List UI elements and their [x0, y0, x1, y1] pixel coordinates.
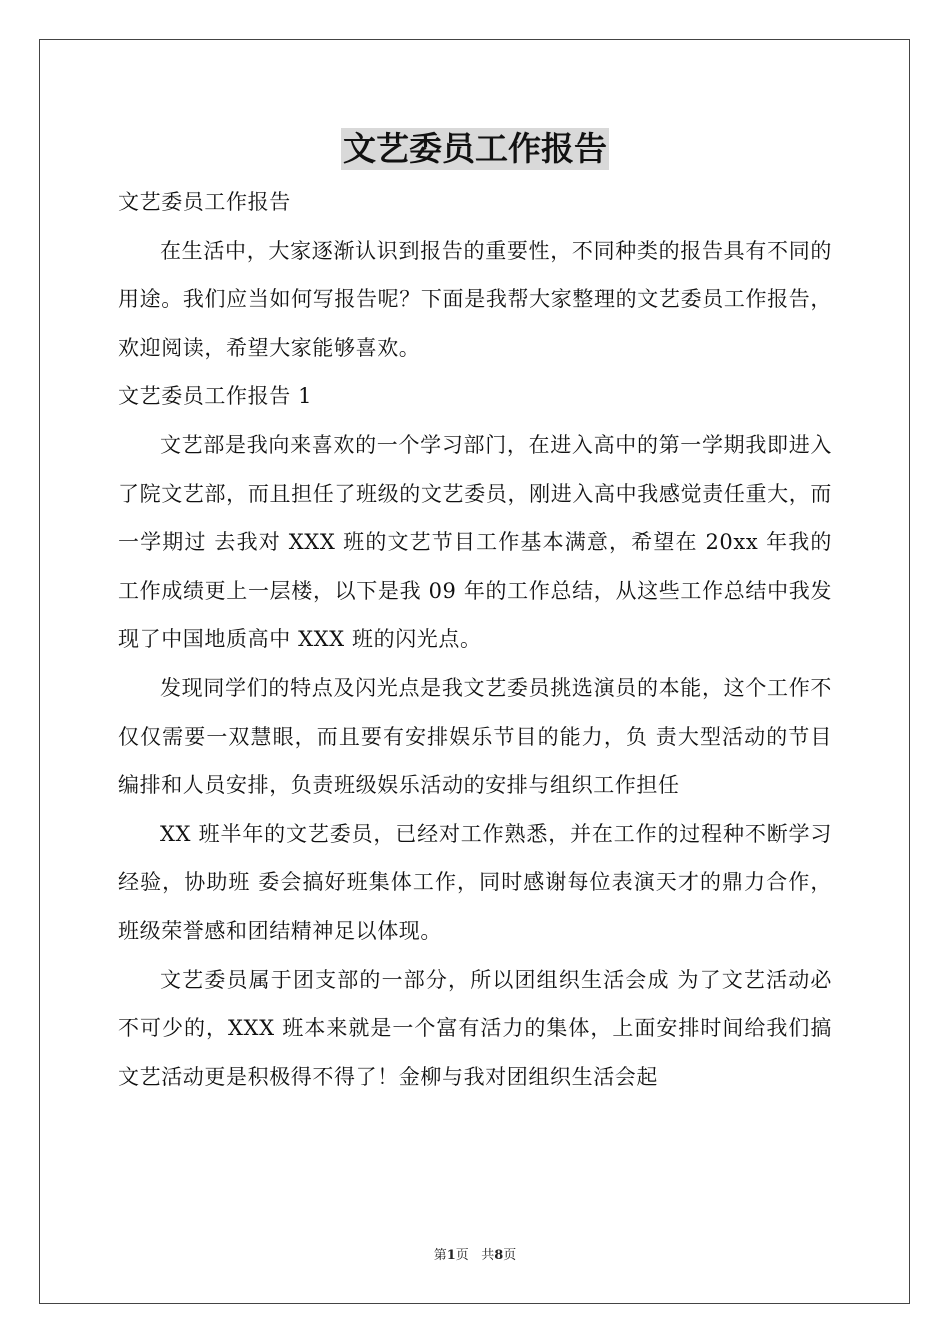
- page-prefix: 第: [433, 1248, 447, 1263]
- total-unit: 页: [503, 1248, 517, 1263]
- page-unit: 页: [455, 1248, 469, 1263]
- page-footer: [0, 1244, 950, 1263]
- current-page-number: 1: [446, 1248, 456, 1263]
- body-paragraph: XX 班半年的文艺委员，已经对工作熟悉，并在工作的过程种不断学习经验，协助班 委会搞好班集体工作，同时感谢每位表演天才的鼎力合作，班级荣誉感和团结精神足以体现。: [118, 821, 832, 943]
- title-area: [0, 128, 950, 170]
- document-body: [118, 178, 832, 1101]
- body-paragraph: 文艺委员属于团支部的一部分，所以团组织生活会成 为了文艺活动必不可少的，XXX 班本来就是一个富有活力的集体，上面安排时间给我们搞文艺活动更是积极得不得了！金柳与我对团组织生活会起: [118, 967, 832, 1089]
- total-prefix: 共: [481, 1248, 495, 1263]
- body-paragraph: 发现同学们的特点及闪光点是我文艺委员挑选演员的本能，这个工作不仅仅需要一双慧眼，而且要有安排娱乐节目的能力，负 责大型活动的节目编排和人员安排，负责班级娱乐活动的安排与组织工作担任: [118, 675, 832, 798]
- subtitle: 文艺委员工作报告: [118, 190, 291, 214]
- intro-paragraph: 在生活中，大家逐渐认识到报告的重要性，不同种类的报告具有不同的用途。我们应当如何写报告呢？下面是我帮大家整理的文艺委员工作报告，欢迎阅读，希望大家能够喜欢。: [118, 238, 832, 360]
- section-heading: 文艺委员工作报告 1: [118, 384, 313, 409]
- total-page-number: 8: [494, 1248, 504, 1263]
- body-paragraph: 文艺部是我向来喜欢的一个学习部门，在进入高中的第一学期我即进入了院文艺部，而且担任了班级的文艺委员，刚进入高中我感觉责任重大，而一学期过 去我对 XXX 班的文艺节目工作基本满意，希望在 20xx 年我的工作成绩更上一层楼，以下是我 09 年的工作总结，从这些工作总结中我发现了中国地质高中 XXX 班的闪光点。: [118, 432, 832, 652]
- document-title: 文艺委员工作报告: [343, 129, 607, 168]
